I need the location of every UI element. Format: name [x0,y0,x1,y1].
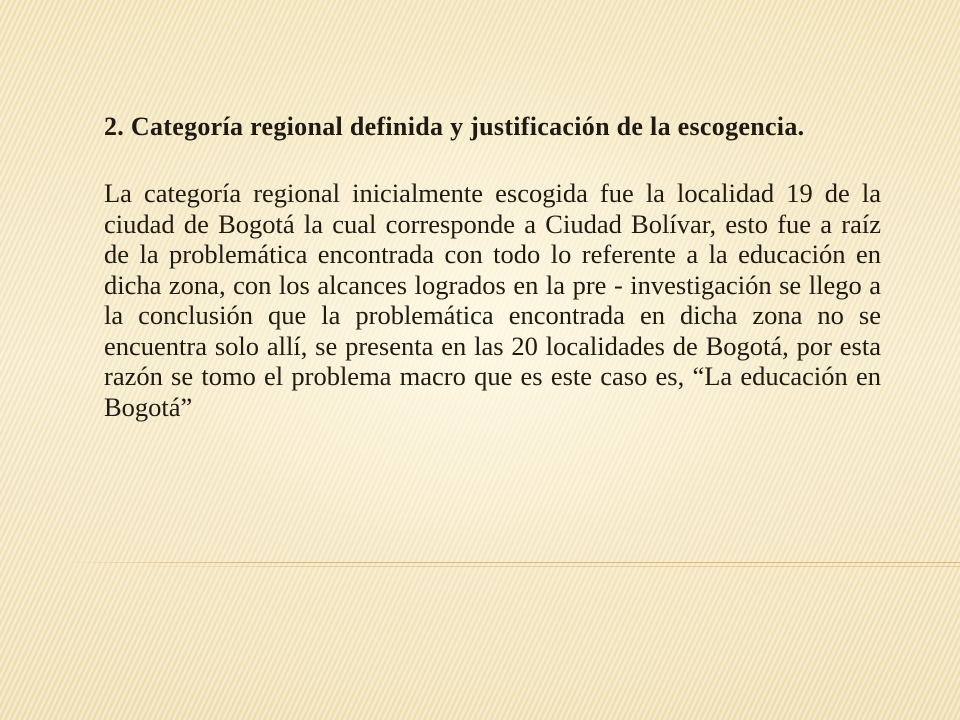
slide-paragraph: La categoría regional inicialmente escogida fue la localidad 19 de la ciudad de Bogotá la cual corresponde a Ciudad Bolívar, esto fue a raíz de la problemática encontrada con todo lo referente a la educación en dicha zona, con los alcances logrados en la pre - investigación se llego a la conclusión que la problemática encontrada en dicha zona no se encuentra solo allí, se presenta en las 20 localidades de Bogotá, por esta razón se tomo el problema macro que es este caso es, “La educación en Bogotá” [104,178,881,422]
slide-heading: 2. Categoría regional definida y justificación de la escogencia. [104,112,805,141]
decorative-rule [60,562,960,563]
decorative-rule-secondary [100,566,960,567]
slide-content [104,112,881,422]
